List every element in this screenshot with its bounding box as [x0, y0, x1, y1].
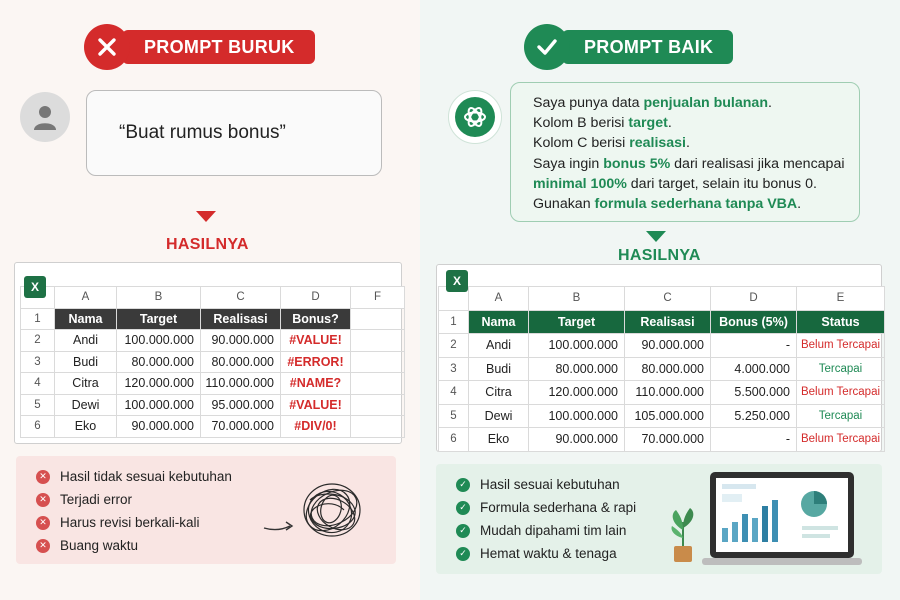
target-cell: 100.000.000: [117, 394, 201, 416]
name-cell: Dewi: [469, 404, 529, 428]
header-cell: Bonus (5%): [711, 310, 797, 334]
check-circle-icon: ✓: [456, 501, 470, 515]
realisasi-cell: 80.000.000: [625, 357, 711, 381]
table-row: [439, 357, 885, 381]
row-number: 4: [21, 373, 55, 395]
x-circle-icon: ✕: [36, 470, 50, 484]
bad-title: PROMPT BURUK: [122, 30, 315, 64]
prompt-text: .: [667, 115, 672, 132]
list-item: [456, 519, 636, 542]
row-number: 3: [21, 351, 55, 373]
status-cell: Belum Tercapai: [797, 428, 885, 452]
realisasi-cell: 110.000.000: [625, 381, 711, 405]
target-cell: 80.000.000: [117, 351, 201, 373]
target-cell: 120.000.000: [117, 373, 201, 395]
prompt-line: [533, 154, 845, 174]
row-number: 2: [21, 330, 55, 352]
excel-icon: X: [24, 276, 46, 298]
target-cell: 90.000.000: [117, 416, 201, 438]
benefit-text: Formula sederhana & rapi: [480, 500, 637, 515]
issue-text: Terjadi error: [60, 492, 133, 507]
issue-text: Buang waktu: [60, 538, 139, 553]
realisasi-cell: 70.000.000: [201, 416, 281, 438]
good-title: PROMPT BAIK: [562, 30, 733, 64]
realisasi-cell: 95.000.000: [201, 394, 281, 416]
realisasi-cell: 70.000.000: [625, 428, 711, 452]
bad-issues-list: [36, 465, 232, 557]
list-item: [36, 511, 232, 534]
row-number: 5: [439, 404, 469, 428]
row-number: 4: [439, 381, 469, 405]
list-item: [36, 488, 232, 511]
column-header: C: [625, 287, 711, 311]
column-header: D: [711, 287, 797, 311]
target-cell: 90.000.000: [529, 428, 625, 452]
arrow-down-icon: [646, 231, 666, 242]
row-number: 3: [439, 357, 469, 381]
empty-cell: [351, 308, 405, 330]
prompt-keyword: target: [628, 115, 668, 132]
empty-cell: [351, 394, 405, 416]
prompt-text: Kolom B berisi: [533, 115, 629, 132]
empty-cell: [351, 351, 405, 373]
benefit-text: Mudah dipahami tim lain: [480, 523, 627, 538]
row-number: 1: [21, 308, 55, 330]
table-row: [439, 428, 885, 452]
name-cell: Andi: [469, 334, 529, 358]
list-item: [36, 465, 232, 488]
bonus-cell: 5.250.000: [711, 404, 797, 428]
column-header: D: [281, 287, 351, 309]
status-cell: Belum Tercapai: [797, 381, 885, 405]
row-number: 1: [439, 310, 469, 334]
prompt-text: dari target, selain itu bonus 0.: [626, 175, 817, 192]
prompt-line: [533, 174, 845, 194]
bad-result-label: HASILNYA: [166, 236, 249, 253]
row-number: 5: [21, 394, 55, 416]
header-cell: Target: [117, 308, 201, 330]
realisasi-cell: 80.000.000: [201, 351, 281, 373]
list-item: [456, 496, 636, 519]
check-circle-icon: ✓: [456, 524, 470, 538]
row-number: 2: [439, 334, 469, 358]
realisasi-cell: 90.000.000: [201, 330, 281, 352]
name-cell: Dewi: [55, 394, 117, 416]
good-prompt-bubble: [510, 82, 860, 222]
header-cell: Realisasi: [201, 308, 281, 330]
name-cell: Budi: [469, 357, 529, 381]
prompt-keyword: formula sederhana tanpa VBA: [594, 196, 798, 213]
list-item: [36, 534, 232, 557]
target-cell: 100.000.000: [117, 330, 201, 352]
row-number: 6: [21, 416, 55, 438]
bad-prompt-bubble: “Buat rumus bonus”: [86, 90, 382, 176]
check-circle-icon: ✓: [456, 547, 470, 561]
error-cell: #NAME?: [281, 373, 351, 395]
check-icon: [524, 24, 570, 70]
bad-header: [84, 24, 315, 70]
close-icon: [84, 24, 130, 70]
status-cell: Tercapai: [797, 404, 885, 428]
prompt-text: Saya punya data: [533, 95, 644, 111]
arrow-down-icon: [196, 211, 216, 222]
laptop-plant-illustration: [664, 470, 874, 570]
column-header: A: [469, 287, 529, 311]
x-circle-icon: ✕: [36, 516, 50, 530]
benefit-text: Hemat waktu & tenaga: [480, 546, 617, 561]
target-cell: 120.000.000: [529, 381, 625, 405]
table-row: [439, 404, 885, 428]
prompt-text: Kolom C berisi: [533, 135, 630, 152]
name-cell: Citra: [469, 381, 529, 405]
empty-cell: [351, 416, 405, 438]
tangled-scribble-icon: [260, 470, 380, 550]
prompt-keyword: minimal 100%: [533, 175, 627, 192]
error-cell: #VALUE!: [281, 330, 351, 352]
good-result-label: HASILNYA: [618, 247, 701, 264]
issue-text: Hasil tidak sesuai kebutuhan: [60, 469, 232, 484]
list-item: [456, 542, 636, 565]
realisasi-cell: 105.000.000: [625, 404, 711, 428]
table-row: [439, 334, 885, 358]
header-cell: Realisasi: [625, 310, 711, 334]
prompt-line: [533, 93, 845, 113]
error-cell: #ERROR!: [281, 351, 351, 373]
table-row: [21, 373, 405, 395]
status-cell: Belum Tercapai: [797, 334, 885, 358]
bonus-cell: 5.500.000: [711, 381, 797, 405]
header-cell: Target: [529, 310, 625, 334]
name-cell: Eko: [469, 428, 529, 452]
table-row: [21, 351, 405, 373]
prompt-line: [533, 113, 845, 133]
benefit-text: Hasil sesuai kebutuhan: [480, 477, 620, 492]
column-header: A: [55, 287, 117, 309]
table-row: [21, 394, 405, 416]
issue-text: Harus revisi berkali-kali: [60, 515, 200, 530]
header-cell: Status: [797, 310, 885, 334]
target-cell: 100.000.000: [529, 334, 625, 358]
empty-cell: [351, 330, 405, 352]
column-header: E: [797, 287, 885, 311]
x-circle-icon: ✕: [36, 539, 50, 553]
good-table: [438, 286, 885, 452]
excel-icon: X: [446, 270, 468, 292]
name-cell: Citra: [55, 373, 117, 395]
bonus-cell: -: [711, 428, 797, 452]
table-row: [439, 381, 885, 405]
header-cell: Nama: [469, 310, 529, 334]
good-benefits-box: [436, 464, 882, 574]
table-row: [21, 416, 405, 438]
name-cell: Budi: [55, 351, 117, 373]
header-cell: Bonus?: [281, 308, 351, 330]
good-header: [524, 24, 733, 70]
empty-cell: [351, 373, 405, 395]
status-cell: Tercapai: [797, 357, 885, 381]
target-cell: 100.000.000: [529, 404, 625, 428]
bad-table: [20, 286, 405, 438]
column-header: B: [117, 287, 201, 309]
column-header: B: [529, 287, 625, 311]
good-benefits-list: [456, 473, 636, 565]
bonus-cell: -: [711, 334, 797, 358]
error-cell: #DIV/0!: [281, 416, 351, 438]
prompt-text: .: [768, 95, 772, 111]
user-icon: [20, 92, 70, 142]
prompt-text: Gunakan: [533, 196, 595, 213]
x-circle-icon: ✕: [36, 493, 50, 507]
prompt-line: [533, 133, 845, 153]
prompt-line: [533, 194, 845, 214]
check-circle-icon: ✓: [456, 478, 470, 492]
name-cell: Eko: [55, 416, 117, 438]
prompt-keyword: penjualan bulanan: [643, 95, 768, 111]
openai-logo-icon: [448, 90, 502, 144]
target-cell: 80.000.000: [529, 357, 625, 381]
table-row: [21, 330, 405, 352]
prompt-keyword: realisasi: [629, 135, 687, 152]
list-item: [456, 473, 636, 496]
column-header: F: [351, 287, 405, 309]
column-header: C: [201, 287, 281, 309]
error-cell: #VALUE!: [281, 394, 351, 416]
prompt-text: .: [686, 135, 690, 152]
bonus-cell: 4.000.000: [711, 357, 797, 381]
name-cell: Andi: [55, 330, 117, 352]
row-number: 6: [439, 428, 469, 452]
header-cell: Nama: [55, 308, 117, 330]
prompt-keyword: bonus 5%: [603, 155, 671, 172]
prompt-text: dari realisasi jika mencapai: [670, 155, 845, 172]
bad-issues-box: [16, 456, 396, 564]
realisasi-cell: 90.000.000: [625, 334, 711, 358]
prompt-text: Saya ingin: [533, 155, 604, 172]
prompt-text: .: [797, 196, 802, 213]
realisasi-cell: 110.000.000: [201, 373, 281, 395]
